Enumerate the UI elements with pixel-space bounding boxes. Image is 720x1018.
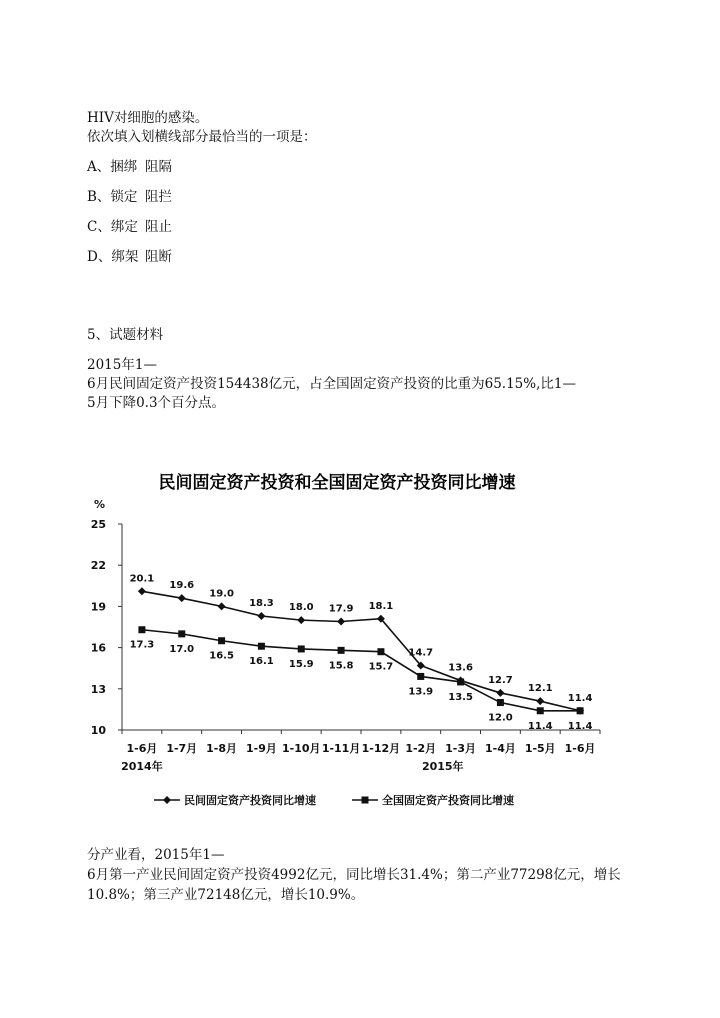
data-label: 13.5 [448, 691, 473, 703]
data-label: 11.4 [527, 720, 553, 732]
data-point [536, 697, 544, 705]
data-label: 18.3 [249, 598, 274, 610]
data-point [577, 707, 584, 714]
y-tick-label: 16 [90, 641, 106, 655]
data-point [258, 643, 265, 650]
option-a-answer: 阻隔 [145, 159, 172, 175]
data-label: 12.0 [488, 712, 513, 724]
data-label: 15.9 [288, 658, 314, 670]
data-point [178, 594, 186, 602]
x-tick-label: 1-9月 [245, 742, 277, 755]
x-tick-label: 1-8月 [206, 742, 238, 755]
x-tick-label: 1-6月 [126, 742, 158, 755]
option-a-label: A、捆绑 [87, 159, 138, 175]
data-point [298, 645, 305, 652]
data-point [138, 587, 146, 595]
data-label: 11.4 [567, 720, 593, 732]
material-p1-line1: 2015年1— [87, 357, 157, 373]
material-p2-line2: 6月第一产业民间固定资产投资4992亿元，同比增长31.4%；第二产业77298亿元，增长 [87, 867, 621, 883]
line-chart [80, 458, 620, 818]
data-label: 16.1 [249, 656, 274, 668]
data-point [178, 630, 185, 637]
question-5-title: 5、试题材料 [87, 327, 164, 343]
data-point [496, 689, 504, 697]
y-axis-unit: % [94, 498, 106, 511]
x-tick-label: 1-11月 [321, 742, 361, 755]
option-d-answer: 阻断 [145, 249, 172, 265]
data-label: 17.9 [328, 603, 354, 615]
material-p2-line1: 分产业看，2015年1— [87, 847, 225, 863]
data-point [497, 699, 504, 706]
data-label: 13.6 [448, 662, 473, 674]
material-p1-line3: 5月下降0.3个百分点。 [87, 395, 226, 411]
legend-label: 全国固定资产投资同比增速 [382, 794, 514, 807]
data-point [297, 616, 305, 624]
data-point [338, 647, 345, 654]
data-label: 19.6 [169, 580, 195, 592]
material-p2-line3: 10.8%；第三产业72148亿元，增长10.9%。 [87, 887, 365, 903]
data-label: 15.8 [328, 660, 354, 672]
data-point [218, 602, 226, 610]
option-c-label: C、绑定 [87, 219, 138, 235]
y-tick-label: 25 [90, 518, 106, 531]
year-label: 2014年 [121, 760, 163, 773]
data-label: 11.4 [567, 692, 593, 704]
year-label: 2015年 [421, 760, 464, 773]
x-tick-label: 1-10月 [281, 742, 321, 755]
text-line-hiv: HIV对细胞的感染。 [87, 110, 209, 126]
y-tick-label: 22 [90, 559, 106, 573]
legend-marker [362, 797, 369, 804]
data-label: 14.7 [408, 647, 434, 659]
data-point [377, 648, 384, 655]
option-c-answer: 阻止 [145, 219, 172, 235]
data-label: 16.5 [209, 650, 234, 662]
data-point [537, 707, 544, 714]
data-label: 17.3 [129, 639, 155, 651]
data-point [417, 673, 424, 680]
series-line [142, 630, 580, 711]
data-label: 18.1 [368, 600, 394, 612]
data-point [218, 637, 225, 644]
y-tick-label: 10 [90, 724, 106, 737]
data-point [457, 678, 464, 685]
legend-marker [163, 796, 171, 804]
x-tick-label: 1-7月 [166, 742, 198, 755]
y-tick-label: 19 [90, 600, 106, 614]
data-label: 20.1 [129, 573, 155, 585]
data-point [257, 612, 265, 620]
option-c [87, 218, 172, 236]
x-tick-label: 1-12月 [361, 742, 401, 755]
option-b-answer: 阻拦 [145, 189, 172, 205]
data-point [138, 626, 145, 633]
y-tick-label: 13 [90, 682, 106, 696]
data-point [337, 618, 345, 626]
x-tick-label: 1-3月 [445, 742, 477, 755]
question-prompt: 依次填入划横线部分最恰当的一项是： [87, 129, 317, 145]
legend-label: 民间固定资产投资同比增速 [184, 794, 316, 807]
data-label: 13.9 [408, 686, 434, 698]
option-b [87, 188, 172, 206]
data-label: 17.0 [169, 643, 195, 655]
x-tick-label: 1-2月 [405, 742, 437, 755]
x-tick-label: 1-5月 [524, 742, 556, 755]
chart-title: 民间固定资产投资和全国固定资产投资同比增速 [158, 473, 516, 493]
data-label: 19.0 [209, 588, 234, 600]
data-label: 15.7 [368, 661, 394, 673]
x-tick-label: 1-6月 [564, 742, 596, 755]
option-d [87, 248, 172, 266]
data-label: 18.0 [288, 602, 314, 614]
option-a [87, 158, 172, 176]
material-p1-line2: 6月民间固定资产投资154438亿元，占全国固定资产投资的比重为65.15%,比1— [87, 376, 576, 392]
data-label: 12.1 [527, 683, 553, 695]
data-label: 12.7 [488, 674, 513, 686]
option-d-label: D、绑架 [87, 249, 139, 265]
option-b-label: B、锁定 [87, 189, 138, 205]
x-tick-label: 1-4月 [484, 742, 516, 755]
